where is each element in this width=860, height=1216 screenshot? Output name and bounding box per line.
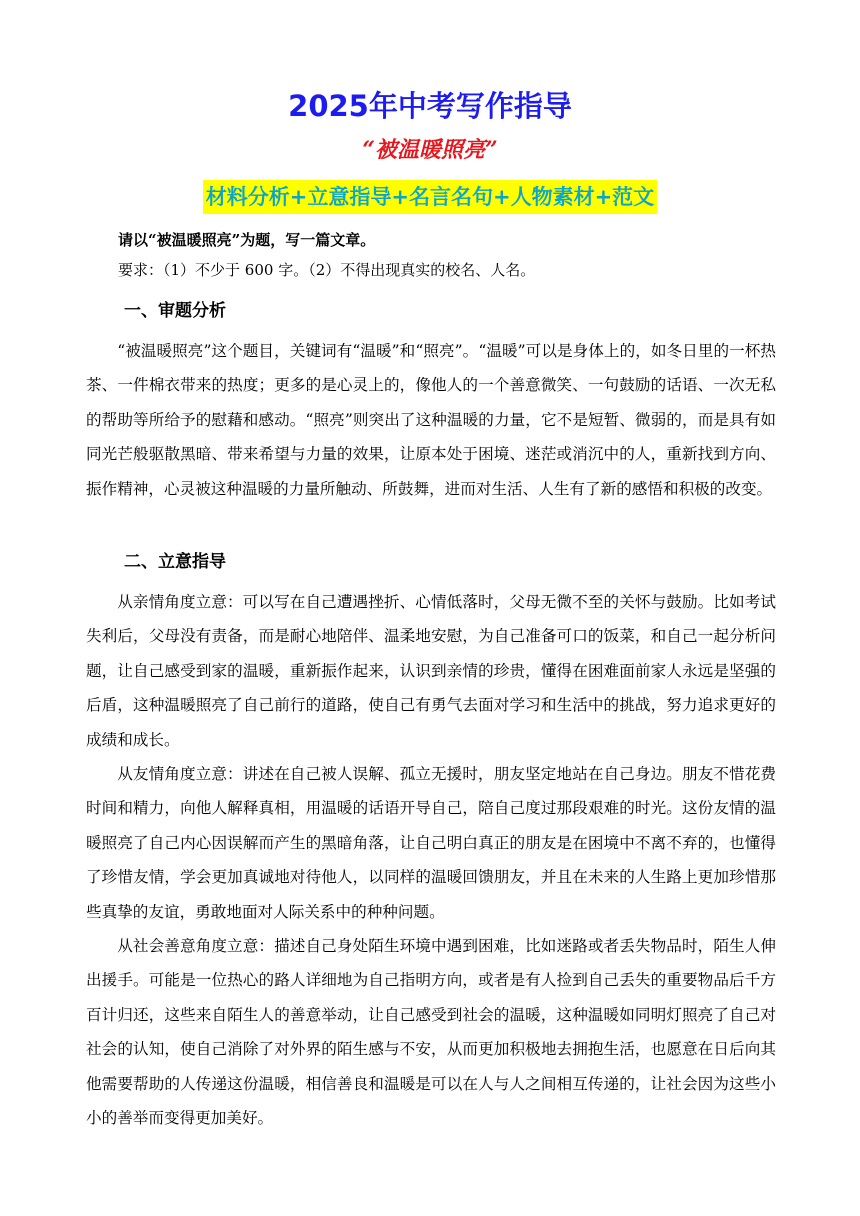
content-outline-banner: 材料分析+立意指导+名言名句+人物素材+范文 bbox=[203, 180, 657, 214]
page-title: 2025年中考写作指导 bbox=[288, 89, 572, 123]
guidance-paragraph-family: 从亲情角度立意：可以写在自己遭遇挫折、心情低落时，父母无微不至的关怀与鼓励。比如考试失利后，父母没有责备，而是耐心地陪伴、温柔地安慰，为自己准备可口的饭菜，和自己一起分析问题，让自己感受到家的温暖，重新振作起来，认识到亲情的珍贵，懂得在困难面前家人永远是坚强的后盾，这种温暖照亮了自己前行的道路，使自己有勇气去面对学习和生活中的挑战，努力追求更好的成绩和成长。 bbox=[86, 593, 776, 749]
writing-prompt: 请以“被温暖照亮”为题，写一篇文章。 bbox=[118, 231, 376, 249]
guidance-paragraph-friendship: 从友情角度立意：讲述在自己被人误解、孤立无援时，朋友坚定地站在自己身边。朋友不惜花费时间和精力，向他人解释真相，用温暖的话语开导自己，陪自己度过那段艰难的时光。这份友情的温暖照亮了自己内心因误解而产生的黑暗角落，让自己明白真正的朋友是在困境中不离不弃的，也懂得了珍惜友情，学会更加真诚地对待他人，以同样的温暖回馈朋友，并且在未来的人生路上更加珍惜那些真挚的友谊，勇敢地面对人际关系中的种种问题。 bbox=[86, 765, 776, 921]
banner-container bbox=[0, 180, 860, 214]
analysis-paragraph: “被温暖照亮”这个题目，关键词有“温暖”和“照亮”。“温暖”可以是身体上的，如冬日里的一杯热茶、一件棉衣带来的热度；更多的是心灵上的，像他人的一个善意微笑、一句鼓励的话语、一次无私的帮助等所给予的慰藉和感动。“照亮”则突出了这种温暖的力量，它不是短暂、微弱的，而是具有如同光芒般驱散黑暗、带来希望与力量的效果，让原本处于困境、迷茫或消沉中的人，重新找到方向、振作精神，心灵被这种温暖的力量所触动、所鼓舞，进而对生活、人生有了新的感悟和积极的改变。 bbox=[86, 342, 776, 498]
guidance-paragraph-society: 从社会善意角度立意：描述自己身处陌生环境中遇到困难，比如迷路或者丢失物品时，陌生人伸出援手。可能是一位热心的路人详细地为自己指明方向，或者是有人捡到自己丢失的重要物品后千方百计归还，这些来自陌生人的善意举动，让自己感受到社会的温暖，这种温暖如同明灯照亮了自己对社会的认知，使自己消除了对外界的陌生感与不安，从而更加积极地去拥抱生活，也愿意在日后向其他需要帮助的人传递这份温暖，相信善良和温暖是可以在人与人之间相互传递的，让社会因为这些小小的善举而变得更加美好。 bbox=[86, 937, 776, 1128]
section-heading-guidance: 二、立意指导 bbox=[124, 552, 226, 572]
writing-requirement: 要求：（1）不少于 600 字。（2）不得出现真实的校名、人名。 bbox=[118, 261, 536, 279]
essay-topic-subtitle: “被温暖照亮” bbox=[362, 137, 498, 163]
section-heading-analysis: 一、审题分析 bbox=[124, 301, 226, 321]
